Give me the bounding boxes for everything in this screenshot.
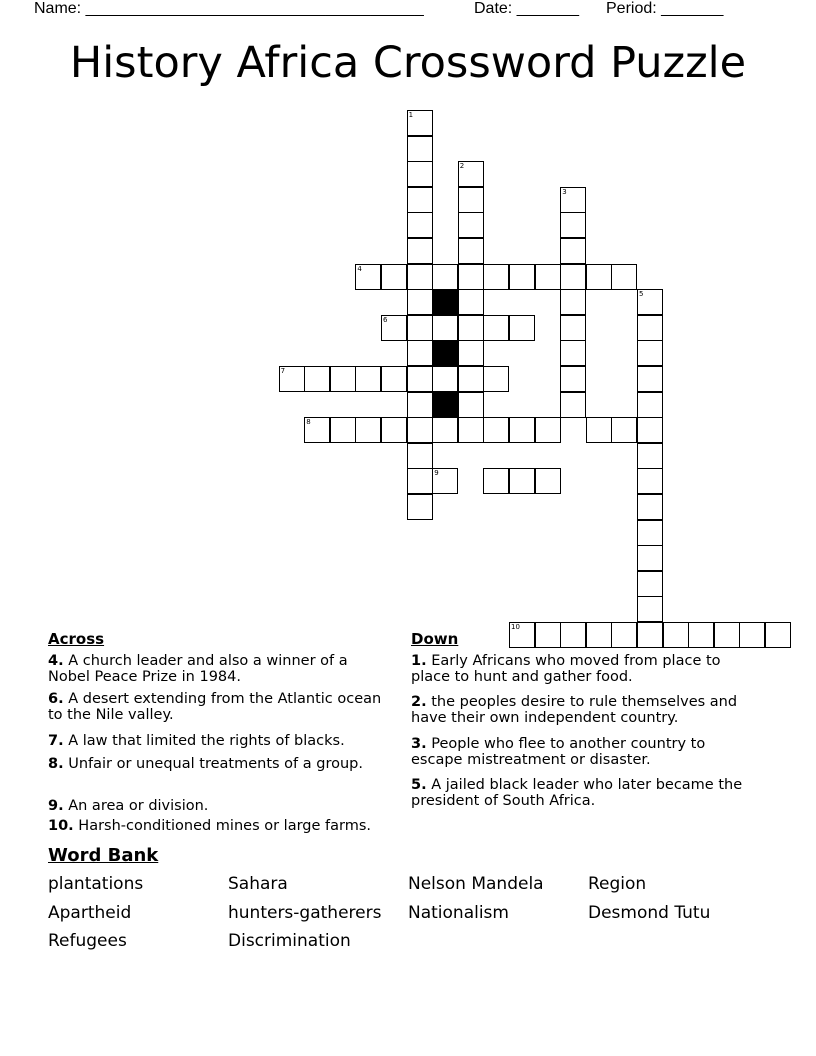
- crossword-cell[interactable]: [458, 366, 484, 392]
- across-heading: Across: [48, 630, 105, 648]
- crossword-cell[interactable]: [586, 417, 612, 443]
- crossword-cell[interactable]: [535, 468, 561, 494]
- clue-number: 4.: [48, 653, 64, 669]
- crossword-cell[interactable]: [637, 494, 663, 520]
- crossword-cell[interactable]: [714, 622, 740, 648]
- crossword-cell[interactable]: [381, 366, 407, 392]
- crossword-cell[interactable]: [458, 161, 484, 187]
- across-clue: [48, 653, 393, 685]
- crossword-cell[interactable]: [637, 468, 663, 494]
- crossword-cell[interactable]: [407, 494, 433, 520]
- crossword-cell[interactable]: [509, 417, 535, 443]
- across-clue: [48, 691, 393, 723]
- name-field[interactable]: Name: ______________________________________: [34, 0, 424, 17]
- crossword-cell[interactable]: [483, 468, 509, 494]
- clue-number: 1: [408, 111, 414, 119]
- crossword-cell[interactable]: [355, 417, 381, 443]
- crossword-cell[interactable]: [739, 622, 765, 648]
- crossword-cell[interactable]: [637, 622, 663, 648]
- crossword-cell[interactable]: [637, 545, 663, 571]
- crossword-cell[interactable]: [407, 187, 433, 213]
- crossword-cell[interactable]: [458, 340, 484, 366]
- date-field[interactable]: Date: _______: [474, 0, 579, 17]
- crossword-cell[interactable]: [586, 622, 612, 648]
- crossword-cell[interactable]: [509, 622, 535, 648]
- crossword-cell[interactable]: [432, 417, 458, 443]
- word-bank-item: plantations: [48, 874, 144, 894]
- crossword-cell[interactable]: [560, 315, 586, 341]
- word-bank-item: Discrimination: [228, 931, 351, 951]
- crossword-cell[interactable]: [637, 392, 663, 418]
- crossword-cell[interactable]: [407, 315, 433, 341]
- clue-text: A church leader and also a winner of a Nobel Peace Prize in 1984.: [48, 653, 348, 685]
- clue-number: 3.: [411, 736, 427, 752]
- clue-text: the peoples desire to rule themselves and have their own independent country.: [411, 694, 738, 726]
- crossword-cell[interactable]: [637, 443, 663, 469]
- clue-text: A law that limited the rights of blacks.: [63, 733, 345, 749]
- crossword-cell[interactable]: [637, 289, 663, 315]
- clue-number: 6.: [48, 691, 64, 707]
- crossword-cell[interactable]: [560, 289, 586, 315]
- clue-text: A jailed black leader who later became the president of South Africa.: [411, 777, 743, 809]
- down-clue: [411, 777, 756, 809]
- crossword-cell[interactable]: [330, 417, 356, 443]
- crossword-cell[interactable]: [458, 212, 484, 238]
- clue-text: People who flee to another country to escape mistreatment or disaster.: [411, 736, 706, 768]
- crossword-cell[interactable]: [407, 212, 433, 238]
- clue-number: 5.: [411, 777, 427, 793]
- crossword-cell[interactable]: [458, 315, 484, 341]
- black-square: [432, 392, 458, 418]
- period-field[interactable]: Period: _______: [606, 0, 724, 17]
- clue-text: Harsh-conditioned mines or large farms.: [73, 818, 372, 834]
- black-square: [432, 340, 458, 366]
- clue-number: 4: [357, 264, 362, 273]
- crossword-cell[interactable]: [407, 340, 433, 366]
- word-bank-item: Sahara: [228, 874, 288, 894]
- crossword-cell[interactable]: [432, 264, 458, 290]
- across-clue: [48, 798, 393, 814]
- clue-number: 3: [562, 187, 567, 196]
- crossword-cell[interactable]: [381, 264, 407, 290]
- crossword-cell[interactable]: [407, 264, 433, 290]
- crossword-cell[interactable]: [432, 366, 458, 392]
- crossword-cell[interactable]: [407, 392, 433, 418]
- crossword-cell[interactable]: [560, 212, 586, 238]
- clue-number: 5: [639, 290, 644, 299]
- crossword-cell[interactable]: [381, 315, 407, 341]
- crossword-cell[interactable]: [432, 315, 458, 341]
- crossword-cell[interactable]: [407, 468, 433, 494]
- crossword-cell[interactable]: [304, 366, 330, 392]
- crossword-cell[interactable]: [330, 366, 356, 392]
- crossword-cell[interactable]: [407, 289, 433, 315]
- crossword-cell[interactable]: [688, 622, 714, 648]
- crossword-cell[interactable]: [381, 417, 407, 443]
- crossword-cell[interactable]: [663, 622, 689, 648]
- down-heading: Down: [411, 630, 459, 648]
- clue-number: 2: [459, 162, 465, 171]
- crossword-cell[interactable]: [483, 264, 509, 290]
- crossword-cell[interactable]: [765, 622, 791, 648]
- crossword-cell[interactable]: [407, 161, 433, 187]
- clue-text: A desert extending from the Atlantic ocean to the Nile valley.: [48, 691, 382, 723]
- crossword-cell[interactable]: [407, 366, 433, 392]
- crossword-cell[interactable]: [535, 622, 561, 648]
- crossword-cell[interactable]: [637, 417, 663, 443]
- across-clue: [48, 756, 393, 772]
- crossword-cell[interactable]: [535, 264, 561, 290]
- crossword-cell[interactable]: [637, 366, 663, 392]
- crossword-cell[interactable]: [279, 366, 305, 392]
- word-bank-item: Nelson Mandela: [408, 874, 544, 894]
- crossword-cell[interactable]: [509, 264, 535, 290]
- clue-number: 8: [306, 418, 311, 427]
- word-bank-item: Region: [588, 874, 647, 894]
- clue-number: 6: [383, 315, 388, 324]
- clue-text: An area or division.: [63, 798, 209, 814]
- crossword-cell[interactable]: [458, 417, 484, 443]
- crossword-cell[interactable]: [560, 622, 586, 648]
- crossword-cell[interactable]: [407, 110, 433, 136]
- crossword-cell[interactable]: [432, 468, 458, 494]
- crossword-cell[interactable]: [458, 238, 484, 264]
- crossword-cell[interactable]: [637, 571, 663, 597]
- crossword-cell[interactable]: [407, 136, 433, 162]
- across-clue: [48, 818, 393, 834]
- crossword-cell[interactable]: [407, 238, 433, 264]
- word-bank-item: Nationalism: [408, 903, 509, 923]
- crossword-cell[interactable]: [560, 187, 586, 213]
- clue-number: 10.: [48, 818, 74, 834]
- clue-number: 1.: [411, 653, 427, 669]
- crossword-cell[interactable]: [483, 315, 509, 341]
- down-clue: [411, 653, 756, 685]
- clue-number: 9.: [48, 798, 64, 814]
- down-clue: [411, 694, 756, 726]
- crossword-cell[interactable]: [560, 392, 586, 418]
- crossword-cell[interactable]: [637, 315, 663, 341]
- crossword-cell[interactable]: [560, 238, 586, 264]
- crossword-cell[interactable]: [509, 468, 535, 494]
- crossword-cell[interactable]: [407, 417, 433, 443]
- crossword-cell[interactable]: [560, 264, 586, 290]
- down-clue: [411, 736, 756, 768]
- crossword-cell[interactable]: [560, 340, 586, 366]
- crossword-cell[interactable]: [458, 187, 484, 213]
- crossword-cell[interactable]: [637, 520, 663, 546]
- crossword-cell[interactable]: [586, 264, 612, 290]
- clue-text: Unfair or unequal treatments of a group.: [63, 756, 363, 772]
- clue-number: 7.: [48, 733, 64, 749]
- crossword-cell[interactable]: [458, 289, 484, 315]
- clue-number: 8.: [48, 756, 64, 772]
- puzzle-title: History Africa Crossword Puzzle: [69, 38, 747, 88]
- crossword-cell[interactable]: [304, 417, 330, 443]
- crossword-cell[interactable]: [355, 366, 381, 392]
- crossword-cell[interactable]: [458, 392, 484, 418]
- word-bank-item: Apartheid: [48, 903, 132, 923]
- black-square: [432, 289, 458, 315]
- clue-number: 2.: [411, 694, 427, 710]
- crossword-cell[interactable]: [611, 622, 637, 648]
- crossword-cell[interactable]: [509, 315, 535, 341]
- crossword-cell[interactable]: [407, 443, 433, 469]
- crossword-cell[interactable]: [483, 417, 509, 443]
- clue-text: Early Africans who moved from place to place to hunt and gather food.: [411, 653, 721, 685]
- crossword-cell[interactable]: [611, 417, 637, 443]
- word-bank-item: Desmond Tutu: [588, 903, 711, 923]
- crossword-cell[interactable]: [355, 264, 381, 290]
- word-bank-item: hunters-gatherers: [228, 903, 382, 923]
- crossword-cell[interactable]: [611, 264, 637, 290]
- crossword-cell[interactable]: [483, 366, 509, 392]
- word-bank-title: Word Bank: [48, 845, 159, 866]
- clue-number: 9: [434, 469, 439, 478]
- clue-number: 7: [280, 367, 286, 375]
- across-clue: [48, 733, 393, 749]
- crossword-cell[interactable]: [637, 340, 663, 366]
- word-bank-item: Refugees: [48, 931, 127, 951]
- crossword-cell[interactable]: [560, 366, 586, 392]
- clue-number: 10: [511, 623, 520, 631]
- crossword-cell[interactable]: [637, 596, 663, 622]
- crossword-cell[interactable]: [458, 264, 484, 290]
- crossword-cell[interactable]: [535, 417, 561, 443]
